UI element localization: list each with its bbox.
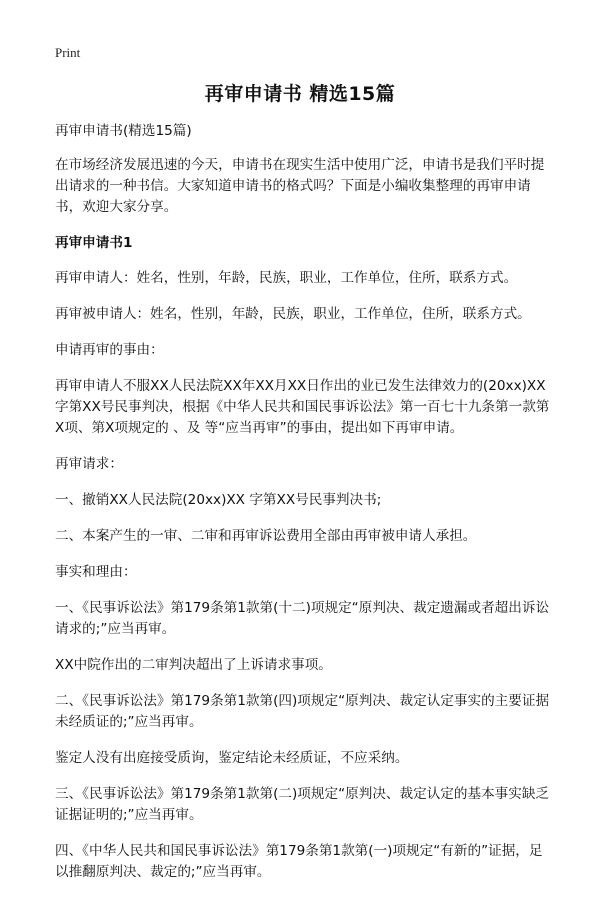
paragraph-fact-1-detail: XX中院作出的二审判决超出了上诉请求事项。	[55, 657, 332, 673]
document-subtitle: 再审申请书(精选15篇)	[55, 123, 192, 139]
paragraph-request-label: 再审请求：	[55, 456, 123, 472]
paragraph-respondent: 再审被申请人：姓名，性别，年龄，民族，职业，工作单位，住所，联系方式。	[55, 306, 531, 322]
paragraph-fact-1: 一、《民事诉讼法》第179条第1款第(十二)项规定“原判决、裁定遗漏或者超出诉讼请求的;”应当再审。	[55, 600, 550, 637]
page-title: 再审申请书 精选15篇	[204, 83, 396, 105]
paragraph-applicant: 再审申请人：姓名，性别，年龄，民族，职业，工作单位，住所，联系方式。	[55, 270, 518, 286]
intro-paragraph: 在市场经济发展迅速的今天，申请书在现实生活中使用广泛，申请书是我们平时提出请求的一种书信。大家知道申请书的格式吗？下面是小编收集整理的再审申请书，欢迎大家分享。	[55, 157, 545, 215]
section-heading: 再审申请书1	[55, 235, 133, 251]
print-label: Print	[55, 45, 81, 60]
paragraph-fact-2-detail: 鉴定人没有出庭接受质询，鉴定结论未经质证，不应采纳。	[55, 750, 409, 766]
paragraph-request-2: 二、本案产生的一审、二审和再审诉讼费用全部由再审被申请人承担。	[55, 528, 477, 544]
paragraph-fact-2: 二、《民事诉讼法》第179条第1款第(四)项规定“原判决、裁定认定事实的主要证据未经质证的;”应当再审。	[55, 693, 550, 730]
paragraph-reason-body: 再审申请人不服XX人民法院XX年XX月XX日作出的业已发生法律效力的(20xx)XX字第XX号民事判决，根据《中华人民共和国民事诉讼法》第一百七十九条第一款第X项、第X项规定的 、及 等“应当再审”的事由，提出如下再审申请。	[55, 378, 550, 436]
paragraph-fact-4: 四、《中华人民共和国民事诉讼法》第179条第1款第(一)项规定“有新的”证据，足以推翻原判决、裁定的;”应当再审。	[55, 843, 543, 880]
paragraph-request-1: 一、撤销XX人民法院(20xx)XX 字第XX号民事判决书;	[55, 492, 382, 508]
paragraph-reason-label: 申请再审的事由：	[55, 342, 164, 358]
paragraph-facts-label: 事实和理由：	[55, 564, 137, 580]
document-body	[55, 121, 555, 898]
paragraph-fact-3: 三、《民事诉讼法》第179条第1款第(二)项规定“原判决、裁定认定的基本事实缺乏证据证明的;”应当再审。	[55, 786, 550, 823]
